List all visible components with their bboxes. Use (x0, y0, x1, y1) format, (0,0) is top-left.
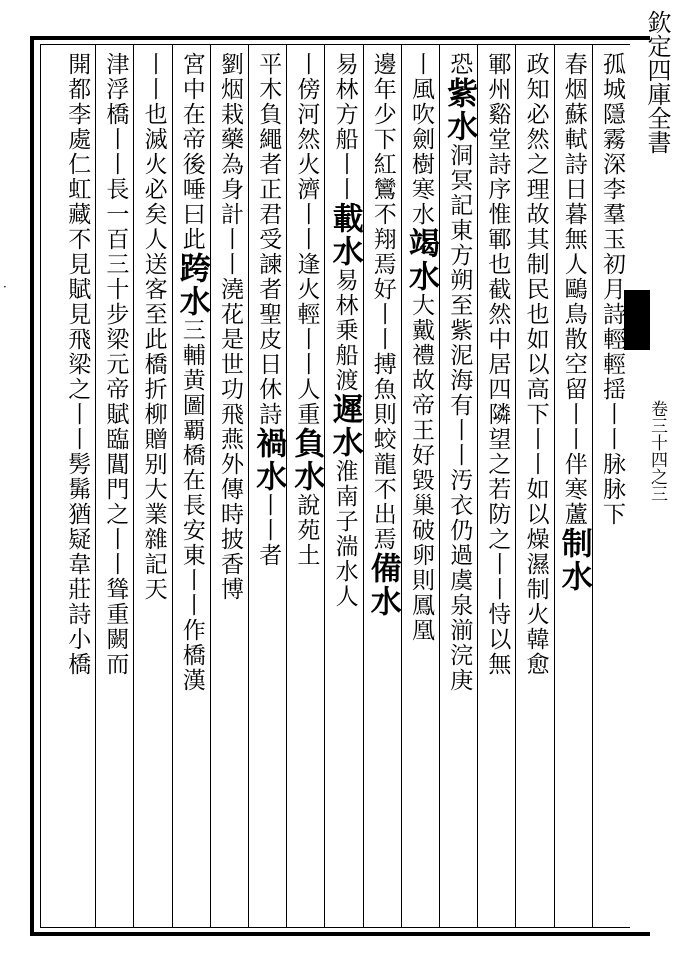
text-segment: 春烟蘇軾詩日暮無人鷗鳥散空留丨丨伴寒蘆 (560, 52, 587, 527)
text-segment: 說苑土 (293, 493, 320, 568)
entry-heading: 跨水 (173, 252, 210, 318)
text-segment: 丨丨也滅火必矣 (140, 52, 167, 227)
text-segment: 邊年少下紅鸞 (369, 52, 396, 202)
entry-heading: 遲水 (326, 393, 363, 459)
text-column (481, 52, 513, 922)
text-segment: 洞冥記東方朔至紫泥海有丨丨汚衣仍過虞泉湔浣庚 (446, 143, 473, 693)
entry-heading: 載水 (326, 202, 363, 268)
column-rule (363, 44, 364, 928)
text-segment: 易林方船丨丨 (331, 52, 358, 202)
text-segment: 丨傍河然火 (293, 52, 320, 177)
entry-heading: 禍水 (250, 427, 287, 493)
text-segment: 劉烟栽藥為身計丨丨澆花是世功 (217, 52, 243, 402)
entry-heading: 制水 (555, 527, 592, 593)
text-segment: 孤城隱霧深李羣玉初月詩輕輕揺丨丨脉脉下 (599, 52, 625, 527)
text-column (288, 52, 325, 922)
text-column (326, 52, 363, 922)
text-segment: 津浮橋丨丨長一百三十步梁元帝賦臨閶門之丨丨聳重闕而 (102, 52, 129, 677)
entry-heading: 紫水 (441, 77, 478, 143)
text-column (61, 52, 93, 922)
text-segment: 政知必然之理故其制民也如以高下丨丨如以燥濕制火韓愈 (522, 52, 549, 677)
text-column (173, 52, 210, 922)
text-column (555, 52, 592, 922)
text-column (99, 52, 131, 922)
text-segment: 開都李處仁虹藏不見賦見飛梁之丨丨髣髴猶疑韋莊詩小橋 (64, 52, 91, 677)
text-column (138, 52, 170, 922)
column-rule (554, 44, 555, 928)
text-column (214, 52, 246, 922)
entry-heading: 竭水 (403, 227, 439, 293)
text-segment: 人送客至此橋折柳贈别大業雜記天 (140, 227, 167, 602)
text-column (441, 52, 478, 922)
column-rule (592, 44, 593, 928)
text-segment: 恐 (446, 52, 473, 77)
text-segment: 輕丨丨人重 (293, 302, 320, 427)
entry-heading: 備水 (364, 552, 401, 618)
text-segment: 宮中在帝後唾曰此 (178, 52, 205, 252)
column-rule (172, 44, 173, 928)
column-rule (95, 44, 96, 928)
column-rule (477, 44, 478, 928)
text-segment: 濟丨丨逢火 (293, 177, 320, 302)
column-rule (324, 44, 325, 928)
text-column (364, 52, 401, 922)
margin-juan-number: 卷三十四之三 (647, 400, 667, 502)
column-rule (439, 44, 440, 928)
column-rule (248, 44, 249, 928)
column-rule (133, 44, 134, 928)
column-rule (401, 44, 402, 928)
text-column (520, 52, 552, 922)
text-column (596, 52, 628, 922)
text-column (250, 52, 287, 922)
column-rule (286, 44, 287, 928)
margin-dot: · (3, 280, 7, 294)
margin-book-title: 欽定四庫全書 (643, 10, 671, 154)
text-segment: 平木負繩者正君受諫者聖皮日休詩 (255, 52, 282, 427)
text-segment: 大戴禮故帝王好毀巢破卵則鳳凰 (408, 293, 434, 643)
text-segment: 不翔焉好丨丨搏魚則蛟龍不出焉 (369, 202, 396, 552)
entry-heading: 負水 (288, 427, 325, 493)
text-segment: 淮南子湍水人 (331, 459, 358, 609)
text-segment: 易林乗船渡 (331, 268, 358, 393)
column-rule (210, 44, 211, 928)
text-segment: 鄆州谿堂詩序惟鄆也截然中居四隣望之若防之丨丨恃以無 (484, 52, 511, 677)
text-segment: 三輔黄圖覇橋在長安東丨丨作橋漢 (178, 318, 205, 693)
text-segment: 丨丨者 (255, 493, 282, 568)
text-column (405, 52, 437, 922)
text-segment: 飛燕外傳時披香博 (217, 402, 243, 602)
column-rule (515, 44, 516, 928)
text-segment: 丨風吹劍樹寒水 (408, 52, 434, 227)
